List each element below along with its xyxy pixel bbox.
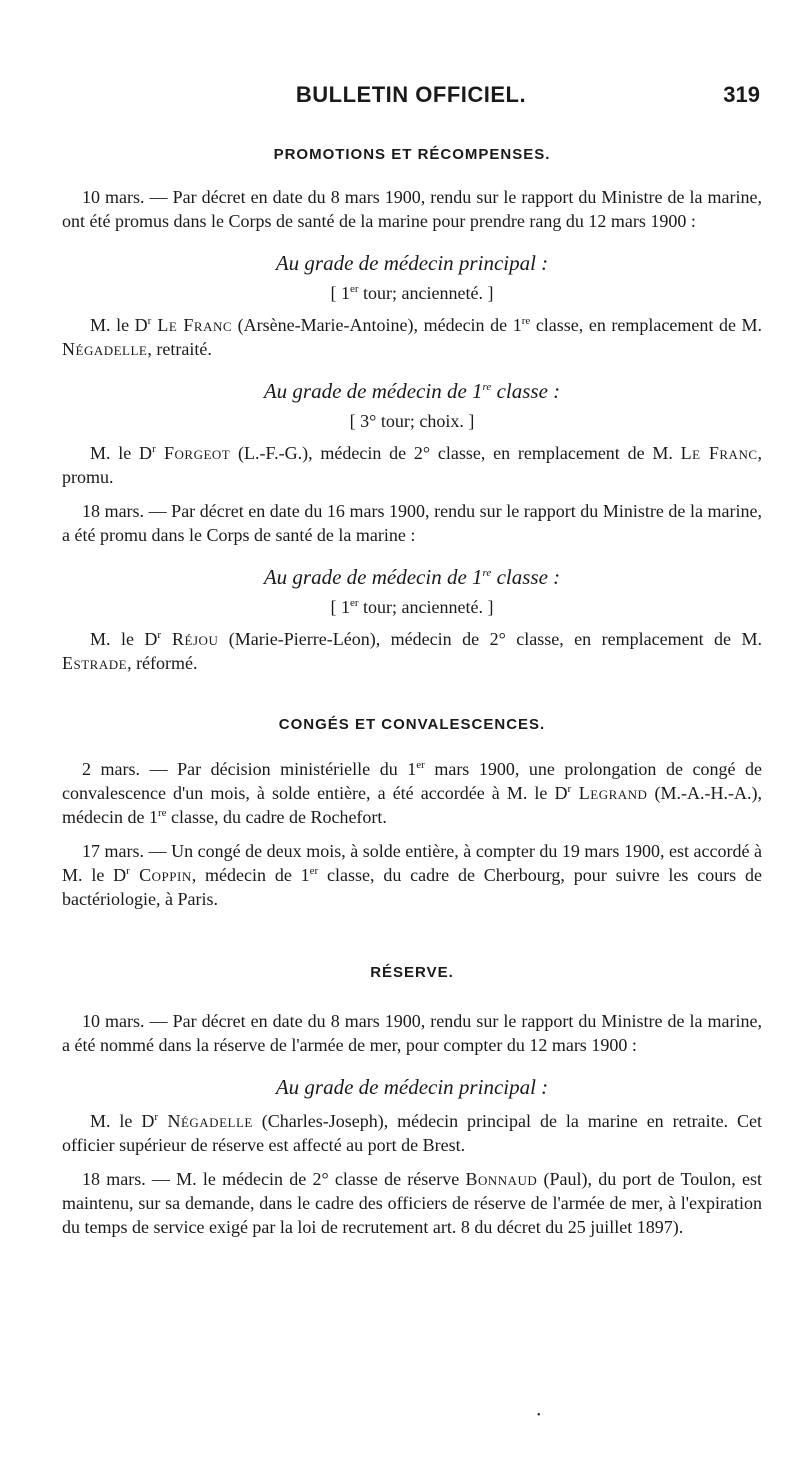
entry-text: (M.-A.-H.-A.), médecin de 1 xyxy=(62,783,762,827)
person-name: Estrade xyxy=(62,653,128,673)
promotion-entry-rejou xyxy=(62,627,762,675)
rank-note-text: [ 1 xyxy=(330,283,350,303)
reserve-paragraph-1: 10 mars. — Par décret en date du 8 mars 1900, rendu sur le rapport du Ministre de la marine, a été nommé dans la réserve de l'armée de mer, pour compter du 12 mars 1900 : xyxy=(62,1011,762,1055)
person-name: Bonnaud xyxy=(465,1169,538,1189)
entry-text: mars 1900, une prolongation de congé de convalescence d'un mois, à solde entière, a été accordée à M. le D xyxy=(62,759,762,803)
person-name: Réjou xyxy=(161,629,219,649)
superscript: re xyxy=(157,807,167,819)
superscript: re xyxy=(521,315,531,327)
entry-text: , réformé. xyxy=(127,653,198,673)
superscript: er xyxy=(350,597,359,609)
grade-heading-first-class-1 xyxy=(62,379,762,403)
person-name: Négadelle xyxy=(158,1111,253,1131)
reserve-entry-negadelle xyxy=(62,1109,762,1157)
conges-paragraph-legrand xyxy=(62,757,762,829)
entry-text: (Arsène-Marie-Antoine), médecin de 1 xyxy=(232,315,522,335)
superscript: r xyxy=(152,443,156,455)
entry-text: M. le D xyxy=(90,629,158,649)
person-name: Le Franc xyxy=(151,315,233,335)
superscript: er xyxy=(309,865,319,877)
reserve-paragraph-bonnaud xyxy=(62,1167,762,1239)
entry-text: classe, du cadre de Rochefort. xyxy=(166,807,387,827)
promotions-paragraph-1: 10 mars. — Par décret en date du 8 mars 1900, rendu sur le rapport du Ministre de la marine, ont été promus dans le Corps de santé de la marine pour prendre rang du 12 mars 1900 : xyxy=(62,187,762,231)
rank-note-1 xyxy=(62,281,762,305)
entry-text: , médecin de 1 xyxy=(191,865,310,885)
person-name: Coppin xyxy=(129,865,192,885)
grade-text: Au grade de médecin de 1 xyxy=(263,379,483,403)
running-title: BULLETIN OFFICIEL. xyxy=(295,82,527,107)
promotion-entry-le-franc xyxy=(62,313,762,361)
entry-text: (Paul), du port de Toulon, est maintenu, sur sa demande, dans le cadre des officiers de réserve de l'armée de mer, à l'expiration du temps de service exigé par la loi de recrutement art. 8 du décret du 25 juillet 1897). xyxy=(62,1169,762,1237)
entry-text: 17 mars. — Un congé de deux mois, à solde entière, à compter du 19 mars 1900, est accordé à M. le D xyxy=(62,841,762,885)
entry-text: classe, en remplacement de M. xyxy=(530,315,763,335)
superscript: er xyxy=(416,759,425,771)
superscript: re xyxy=(482,567,492,579)
entry-text: 18 mars. — M. le médecin de 2° classe de réserve xyxy=(82,1169,466,1189)
superscript: r xyxy=(567,783,572,795)
grade-heading-reserve-principal: Au grade de médecin principal : xyxy=(275,1075,549,1099)
superscript: r xyxy=(157,629,162,641)
rank-note-3 xyxy=(62,595,762,619)
rank-note-text: [ 1 xyxy=(330,597,350,617)
grade-heading-first-class-2 xyxy=(62,565,762,589)
superscript: re xyxy=(482,381,492,393)
entry-text: (L.-F.-G.), médecin de 2° classe, en remplacement de M. xyxy=(230,443,681,463)
entry-text: (Charles-Joseph), médecin principal de la marine en retraite. Cet officier supérieur de réserve est affecté au port de Brest. xyxy=(62,1111,762,1155)
rank-note-text: tour; ancienneté. ] xyxy=(358,597,494,617)
grade-text: classe : xyxy=(491,379,561,403)
entry-text: (Marie-Pierre-Léon), médecin de 2° classe, en remplacement de M. xyxy=(218,629,762,649)
rank-note-text: tour; ancienneté. ] xyxy=(358,283,494,303)
page-number: 319 xyxy=(723,82,760,107)
conges-paragraph-coppin xyxy=(62,839,762,911)
entry-text: , retraité. xyxy=(147,339,212,359)
person-name: Forgeot xyxy=(155,443,231,463)
entry-text: classe, du cadre de Cherbourg, pour suivre les cours de bactériologie, à Paris. xyxy=(62,865,763,909)
superscript: r xyxy=(147,315,152,327)
rank-note-2: [ 3° tour; choix. ] xyxy=(349,411,475,431)
section-heading-conges: CONGÉS ET CONVALESCENCES. xyxy=(278,716,546,733)
superscript: r xyxy=(154,1111,159,1123)
grade-text: classe : xyxy=(491,565,561,589)
page-body xyxy=(62,143,762,1239)
section-heading-reserve: RÉSERVE. xyxy=(370,964,454,981)
entry-text: 2 mars. — Par décision ministérielle du 1 xyxy=(82,759,417,779)
entry-text: M. le D xyxy=(90,1111,155,1131)
person-name: Le Franc xyxy=(680,443,758,463)
grade-text: Au grade de médecin de 1 xyxy=(263,565,483,589)
entry-text: M. le D xyxy=(90,315,148,335)
promotions-paragraph-2: 18 mars. — Par décret en date du 16 mars 1900, rendu sur le rapport du Ministre de la marine, a été promu dans le Corps de santé de la marine : xyxy=(62,501,762,545)
promotion-entry-forgeot xyxy=(62,441,762,489)
person-name: Négadelle xyxy=(62,339,148,359)
superscript: r xyxy=(126,865,130,877)
superscript: er xyxy=(350,283,359,295)
running-header xyxy=(62,82,760,112)
stray-print-mark: • xyxy=(537,1410,541,1421)
section-heading-promotions: PROMOTIONS ET RÉCOMPENSES. xyxy=(273,146,551,163)
grade-heading-principal: Au grade de médecin principal : xyxy=(275,251,549,275)
entry-text: , promu. xyxy=(62,443,763,487)
person-name: Legrand xyxy=(571,783,648,803)
entry-text: M. le D xyxy=(90,443,153,463)
